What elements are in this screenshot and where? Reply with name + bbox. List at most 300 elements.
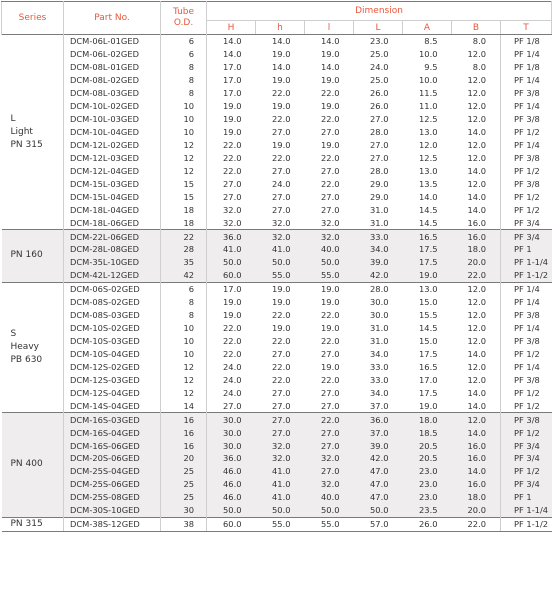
part-no-cell: DCM-06S-02GED <box>64 282 161 295</box>
part-no-cell: DCM-25S-06GED <box>64 478 161 491</box>
dim-l-cell: 27.0 <box>321 204 340 215</box>
dim-h-cell: 19.0 <box>272 75 291 86</box>
dim-l-cell: 22.0 <box>321 152 340 163</box>
dim-L-cell: 24.0 <box>370 62 389 73</box>
tube-od-cell: 25 <box>161 478 207 491</box>
dim-A-cell: 17.5 <box>419 387 438 398</box>
dim-L-cell: 42.0 <box>354 452 403 465</box>
dim-L-cell: 47.0 <box>354 465 403 478</box>
dim-l-cell: 22.0 <box>321 336 340 347</box>
dim-B-cell: 12.0 <box>467 101 486 112</box>
series-label-line: PB 630 <box>10 355 43 365</box>
dim-l-cell: 19.0 <box>321 101 340 112</box>
tube-od-cell: 8 <box>161 296 207 309</box>
dim-L-cell: 27.0 <box>370 139 389 150</box>
dim-B-cell: 20.0 <box>452 504 501 517</box>
dim-B-cell: 12.0 <box>467 75 486 86</box>
tube-od-cell: 14 <box>161 399 207 412</box>
dim-H-cell: 22.0 <box>207 164 256 177</box>
table-row <box>2 139 552 152</box>
dim-L-cell: 23.0 <box>370 36 389 47</box>
dim-H-cell: 17.0 <box>207 74 256 87</box>
dim-T-cell: PF 1/2 <box>501 164 552 177</box>
dim-B-cell: 14.0 <box>467 387 486 398</box>
tube-od-cell: 8 <box>161 309 207 322</box>
table-row <box>2 190 552 203</box>
dim-h-cell: 22.0 <box>272 310 291 321</box>
part-no-cell: DCM-10L-03GED <box>64 113 161 126</box>
dim-H-cell: 32.0 <box>207 203 256 216</box>
dim-H-cell: 24.0 <box>207 360 256 373</box>
dim-T-cell: PF 1/8 <box>501 35 552 48</box>
dim-l-cell: 32.0 <box>305 478 354 491</box>
tube-od-cell: 42 <box>161 269 207 282</box>
series-label-line: PN 315 <box>10 518 43 529</box>
part-no-cell: DCM-10S-02GED <box>64 322 161 335</box>
header-dim-B: B <box>452 21 501 35</box>
dim-B-cell: 14.0 <box>452 426 501 439</box>
tube-od-cell: 12 <box>161 360 207 373</box>
dim-T-cell: PF 1/4 <box>501 100 552 113</box>
table-row <box>2 296 552 309</box>
part-no-cell: DCM-22L-06GED <box>64 230 161 243</box>
dim-H-cell: 14.0 <box>207 35 256 48</box>
dim-l-cell: 19.0 <box>321 323 340 334</box>
dim-T-cell: PF 1-1/4 <box>501 256 552 269</box>
table-row <box>2 256 552 269</box>
dim-H-cell: 46.0 <box>207 491 256 504</box>
dim-l-cell: 27.0 <box>321 348 340 359</box>
table-row <box>2 48 552 61</box>
part-no-cell: DCM-18L-04GED <box>64 203 161 216</box>
table-row <box>2 151 552 164</box>
dim-T-cell: PF 1/2 <box>501 426 552 439</box>
dim-h-cell: 41.0 <box>256 491 305 504</box>
dim-A-cell: 13.5 <box>419 178 438 189</box>
series-label-line: Heavy <box>10 342 39 352</box>
part-no-cell: DCM-08S-02GED <box>64 296 161 309</box>
dim-B-cell: 20.0 <box>452 256 501 269</box>
dim-A-cell: 19.0 <box>403 269 452 282</box>
dim-h-cell: 19.0 <box>272 101 291 112</box>
dim-l-cell: 40.0 <box>305 243 354 256</box>
dim-h-cell: 27.0 <box>272 400 291 411</box>
dim-B-cell: 14.0 <box>467 127 486 138</box>
series-group <box>2 517 552 531</box>
tube-od-cell: 10 <box>161 113 207 126</box>
dim-B-cell: 16.0 <box>467 217 486 228</box>
dim-L-cell: 47.0 <box>354 491 403 504</box>
header-series: Series <box>2 2 64 35</box>
dim-T-cell: PF 3/8 <box>501 413 552 426</box>
dim-H-cell: 50.0 <box>207 256 256 269</box>
tube-od-cell: 8 <box>161 87 207 100</box>
dim-l-cell: 32.0 <box>321 217 340 228</box>
header-tube-od-line2: O.D. <box>173 18 194 28</box>
series-cell <box>2 230 64 283</box>
table-row <box>2 491 552 504</box>
series-group <box>2 413 552 518</box>
tube-od-cell: 25 <box>161 491 207 504</box>
dim-T-cell: PF 1 <box>501 491 552 504</box>
dim-l-cell: 40.0 <box>305 491 354 504</box>
tube-od-cell: 12 <box>161 386 207 399</box>
part-no-cell: DCM-06L-02GED <box>64 48 161 61</box>
dim-L-cell: 31.0 <box>370 217 389 228</box>
dim-H-cell: 46.0 <box>207 478 256 491</box>
dim-A-cell: 16.5 <box>419 361 438 372</box>
dim-l-cell: 32.0 <box>305 452 354 465</box>
dim-A-cell: 12.5 <box>419 152 438 163</box>
dim-l-cell: 27.0 <box>305 439 354 452</box>
dim-A-cell: 15.0 <box>419 336 438 347</box>
dim-L-cell: 28.0 <box>370 127 389 138</box>
dim-H-cell: 30.0 <box>207 439 256 452</box>
dim-A-cell: 17.5 <box>403 256 452 269</box>
dim-L-cell: 50.0 <box>354 504 403 517</box>
table-row <box>2 517 552 531</box>
dim-l-cell: 27.0 <box>321 165 340 176</box>
dim-h-cell: 41.0 <box>256 243 305 256</box>
table-row <box>2 177 552 190</box>
dim-B-cell: 14.0 <box>467 165 486 176</box>
table-row <box>2 269 552 282</box>
dim-L-cell: 28.0 <box>370 165 389 176</box>
dim-B-cell: 16.0 <box>452 478 501 491</box>
dim-L-cell: 37.0 <box>354 426 403 439</box>
part-no-cell: DCM-14S-04GED <box>64 399 161 412</box>
dim-L-cell: 29.0 <box>370 178 389 189</box>
dim-T-cell: PF 1 <box>501 243 552 256</box>
dim-h-cell: 41.0 <box>256 478 305 491</box>
tube-od-cell: 10 <box>161 100 207 113</box>
dim-B-cell: 12.0 <box>467 323 486 334</box>
dim-l-cell: 19.0 <box>321 49 340 60</box>
dim-h-cell: 19.0 <box>272 139 291 150</box>
dim-l-cell: 50.0 <box>305 504 354 517</box>
dim-B-cell: 8.0 <box>472 36 486 47</box>
dim-l-cell: 27.0 <box>305 465 354 478</box>
series-label-line: Light <box>10 126 33 137</box>
dim-h-cell: 19.0 <box>272 49 291 60</box>
tube-od-cell: 15 <box>161 177 207 190</box>
dim-H-cell: 27.0 <box>207 399 256 412</box>
table-row <box>2 126 552 139</box>
series-label-line: S <box>10 329 17 339</box>
dim-H-cell: 22.0 <box>207 151 256 164</box>
dim-A-cell: 20.5 <box>403 452 452 465</box>
part-no-cell: DCM-20S-06GED <box>64 452 161 465</box>
dim-A-cell: 18.5 <box>403 426 452 439</box>
table-row <box>2 452 552 465</box>
table-row <box>2 164 552 177</box>
dim-A-cell: 11.0 <box>419 101 438 112</box>
dim-T-cell: PF 3/8 <box>501 87 552 100</box>
table-row <box>2 87 552 100</box>
dim-B-cell: 12.0 <box>467 310 486 321</box>
dim-L-cell: 36.0 <box>354 413 403 426</box>
table-row <box>2 413 552 426</box>
dim-B-cell: 16.0 <box>452 439 501 452</box>
dim-B-cell: 16.0 <box>452 452 501 465</box>
part-no-cell: DCM-08L-03GED <box>64 87 161 100</box>
table-header <box>2 2 552 35</box>
dim-B-cell: 12.0 <box>467 49 486 60</box>
dim-h-cell: 22.0 <box>272 374 291 385</box>
dim-A-cell: 23.5 <box>403 504 452 517</box>
table-row <box>2 360 552 373</box>
dim-H-cell: 19.0 <box>207 126 256 139</box>
tube-od-cell: 20 <box>161 452 207 465</box>
tube-od-cell: 16 <box>161 413 207 426</box>
dim-l-cell: 27.0 <box>305 426 354 439</box>
series-group <box>2 35 552 230</box>
table-row <box>2 282 552 295</box>
table-row <box>2 100 552 113</box>
dim-A-cell: 13.0 <box>419 127 438 138</box>
dim-A-cell: 20.5 <box>403 439 452 452</box>
part-no-cell: DCM-18L-06GED <box>64 216 161 229</box>
header-tube-od <box>161 2 207 35</box>
dim-B-cell: 12.0 <box>467 178 486 189</box>
part-no-cell: DCM-12L-04GED <box>64 164 161 177</box>
dim-A-cell: 14.5 <box>419 217 438 228</box>
dim-L-cell: 31.0 <box>370 336 389 347</box>
dim-h-cell: 27.0 <box>272 387 291 398</box>
dim-A-cell: 12.5 <box>419 114 438 125</box>
dim-h-cell: 24.0 <box>272 178 291 189</box>
series-group <box>2 230 552 283</box>
dim-L-cell: 42.0 <box>354 269 403 282</box>
header-dimension: Dimension <box>207 2 552 21</box>
dim-A-cell: 23.0 <box>403 478 452 491</box>
tube-od-cell: 12 <box>161 151 207 164</box>
dim-T-cell: PF 1/2 <box>501 386 552 399</box>
dim-B-cell: 18.0 <box>452 491 501 504</box>
tube-od-cell: 6 <box>161 35 207 48</box>
tube-od-cell: 15 <box>161 190 207 203</box>
dim-l-cell: 32.0 <box>305 230 354 243</box>
dim-A-cell: 11.5 <box>419 88 438 99</box>
dim-A-cell: 10.0 <box>419 75 438 86</box>
dim-H-cell: 22.0 <box>207 139 256 152</box>
table-row <box>2 74 552 87</box>
dim-h-cell: 27.0 <box>256 413 305 426</box>
part-no-cell: DCM-12S-03GED <box>64 373 161 386</box>
dim-T-cell: PF 3/4 <box>501 452 552 465</box>
dim-H-cell: 60.0 <box>207 517 256 531</box>
part-no-cell: DCM-30S-10GED <box>64 504 161 517</box>
dim-T-cell: PF 1/4 <box>501 360 552 373</box>
dim-L-cell: 26.0 <box>370 101 389 112</box>
dim-T-cell: PF 1-1/2 <box>501 517 552 531</box>
tube-od-cell: 8 <box>161 61 207 74</box>
dim-B-cell: 16.0 <box>452 230 501 243</box>
part-no-cell: DCM-08L-01GED <box>64 61 161 74</box>
dim-T-cell: PF 1/4 <box>501 322 552 335</box>
tube-od-cell: 12 <box>161 139 207 152</box>
dim-h-cell: 22.0 <box>272 152 291 163</box>
dim-B-cell: 22.0 <box>452 269 501 282</box>
dim-l-cell: 27.0 <box>321 191 340 202</box>
table-row <box>2 322 552 335</box>
dim-L-cell: 27.0 <box>370 152 389 163</box>
table-row <box>2 309 552 322</box>
dim-h-cell: 22.0 <box>272 361 291 372</box>
dim-T-cell: PF 1/2 <box>501 126 552 139</box>
dim-A-cell: 19.0 <box>419 400 438 411</box>
dim-A-cell: 8.5 <box>424 36 438 47</box>
dim-T-cell: PF 3/8 <box>501 151 552 164</box>
dim-T-cell: PF 3/4 <box>501 230 552 243</box>
dim-T-cell: PF 1/2 <box>501 399 552 412</box>
tube-od-cell: 8 <box>161 74 207 87</box>
dim-H-cell: 17.0 <box>207 282 256 295</box>
dim-L-cell: 34.0 <box>354 243 403 256</box>
table-row <box>2 504 552 517</box>
part-no-cell: DCM-42L-12GED <box>64 269 161 282</box>
dim-B-cell: 12.0 <box>467 88 486 99</box>
dim-A-cell: 14.5 <box>419 323 438 334</box>
dim-L-cell: 39.0 <box>354 256 403 269</box>
dim-L-cell: 25.0 <box>370 75 389 86</box>
dim-l-cell: 14.0 <box>321 36 340 47</box>
dim-h-cell: 19.0 <box>272 323 291 334</box>
tube-od-cell: 10 <box>161 322 207 335</box>
dim-B-cell: 12.0 <box>467 361 486 372</box>
dim-L-cell: 29.0 <box>370 191 389 202</box>
dim-A-cell: 17.5 <box>403 243 452 256</box>
part-no-cell: DCM-15L-04GED <box>64 190 161 203</box>
header-dim-l: l <box>305 21 354 35</box>
series-label-line: PN 160 <box>10 250 43 261</box>
tube-od-cell: 22 <box>161 230 207 243</box>
tube-od-cell: 18 <box>161 216 207 229</box>
dim-T-cell: PF 1/2 <box>501 190 552 203</box>
dim-H-cell: 17.0 <box>207 61 256 74</box>
dim-l-cell: 22.0 <box>305 413 354 426</box>
dim-l-cell: 22.0 <box>321 374 340 385</box>
dim-A-cell: 17.5 <box>419 348 438 359</box>
dim-L-cell: 28.0 <box>370 284 389 295</box>
dim-L-cell: 27.0 <box>370 114 389 125</box>
part-no-cell: DCM-10L-02GED <box>64 100 161 113</box>
dim-B-cell: 12.0 <box>467 374 486 385</box>
dim-B-cell: 14.0 <box>467 400 486 411</box>
dim-T-cell: PF 1/4 <box>501 74 552 87</box>
tube-od-cell: 12 <box>161 164 207 177</box>
dim-l-cell: 19.0 <box>321 75 340 86</box>
dim-T-cell: PF 3/8 <box>501 309 552 322</box>
header-dim-H: H <box>207 21 256 35</box>
dim-H-cell: 36.0 <box>207 230 256 243</box>
series-group <box>2 282 552 412</box>
tube-od-cell: 30 <box>161 504 207 517</box>
dim-A-cell: 13.0 <box>419 284 438 295</box>
dim-l-cell: 55.0 <box>305 517 354 531</box>
dim-T-cell: PF 3/8 <box>501 335 552 348</box>
tube-od-cell: 10 <box>161 348 207 361</box>
table-row <box>2 35 552 48</box>
dim-L-cell: 33.0 <box>370 361 389 372</box>
dim-h-cell: 55.0 <box>256 517 305 531</box>
dim-B-cell: 18.0 <box>452 243 501 256</box>
table-row <box>2 230 552 243</box>
dim-l-cell: 14.0 <box>321 62 340 73</box>
dim-T-cell: PF 1/2 <box>501 203 552 216</box>
dim-L-cell: 31.0 <box>370 323 389 334</box>
dim-A-cell: 15.5 <box>419 310 438 321</box>
part-no-cell: DCM-15L-03GED <box>64 177 161 190</box>
dim-L-cell: 31.0 <box>370 204 389 215</box>
dim-T-cell: PF 1-1/2 <box>501 269 552 282</box>
dim-h-cell: 22.0 <box>272 88 291 99</box>
tube-od-cell: 28 <box>161 243 207 256</box>
part-no-cell: DCM-16S-06GED <box>64 439 161 452</box>
dim-h-cell: 19.0 <box>272 284 291 295</box>
dim-B-cell: 12.0 <box>467 139 486 150</box>
dim-l-cell: 27.0 <box>321 127 340 138</box>
dim-A-cell: 17.0 <box>419 374 438 385</box>
dim-L-cell: 34.0 <box>370 348 389 359</box>
part-no-cell: DCM-10S-03GED <box>64 335 161 348</box>
dim-l-cell: 22.0 <box>321 178 340 189</box>
header-tube-od-line1: Tube <box>172 7 195 17</box>
dim-l-cell: 19.0 <box>321 297 340 308</box>
header-part-no: Part No. <box>64 2 161 35</box>
dim-h-cell: 27.0 <box>256 426 305 439</box>
dim-l-cell: 22.0 <box>321 310 340 321</box>
dim-B-cell: 12.0 <box>467 152 486 163</box>
dim-T-cell: PF 3/8 <box>501 373 552 386</box>
dim-L-cell: 26.0 <box>370 88 389 99</box>
part-no-cell: DCM-25S-04GED <box>64 465 161 478</box>
series-cell <box>2 413 64 518</box>
dim-h-cell: 32.0 <box>256 230 305 243</box>
part-no-cell: DCM-08L-02GED <box>64 74 161 87</box>
dim-A-cell: 12.0 <box>419 139 438 150</box>
dim-l-cell: 27.0 <box>321 387 340 398</box>
table-row <box>2 348 552 361</box>
dim-h-cell: 32.0 <box>272 217 291 228</box>
dim-L-cell: 25.0 <box>370 49 389 60</box>
dim-B-cell: 8.0 <box>472 62 486 73</box>
table-row <box>2 426 552 439</box>
dim-h-cell: 27.0 <box>272 127 291 138</box>
dim-l-cell: 19.0 <box>321 284 340 295</box>
tube-od-cell: 25 <box>161 465 207 478</box>
part-no-cell: DCM-12S-02GED <box>64 360 161 373</box>
dim-H-cell: 24.0 <box>207 373 256 386</box>
dim-l-cell: 55.0 <box>305 269 354 282</box>
dim-l-cell: 22.0 <box>321 114 340 125</box>
dim-B-cell: 12.0 <box>452 413 501 426</box>
dim-L-cell: 34.0 <box>370 387 389 398</box>
dim-T-cell: PF 3/4 <box>501 439 552 452</box>
dim-T-cell: PF 1-1/4 <box>501 504 552 517</box>
dim-L-cell: 57.0 <box>354 517 403 531</box>
dim-l-cell: 19.0 <box>321 139 340 150</box>
table-row <box>2 203 552 216</box>
dim-H-cell: 30.0 <box>207 413 256 426</box>
part-no-cell: DCM-10L-04GED <box>64 126 161 139</box>
dim-h-cell: 27.0 <box>272 204 291 215</box>
dim-H-cell: 27.0 <box>207 177 256 190</box>
dim-H-cell: 19.0 <box>207 100 256 113</box>
dim-H-cell: 46.0 <box>207 465 256 478</box>
dim-A-cell: 14.0 <box>419 191 438 202</box>
table-row <box>2 113 552 126</box>
